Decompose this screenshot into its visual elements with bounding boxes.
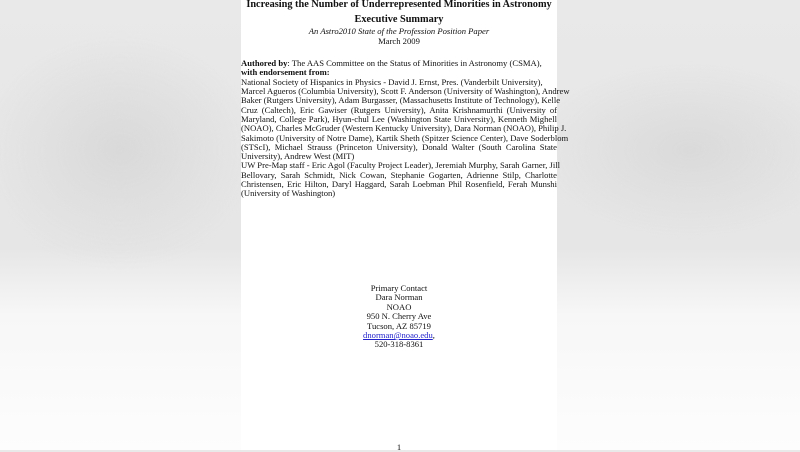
subtitle: An Astro2010 State of the Profession Position Paper	[308, 26, 490, 36]
author-line: Christensen, Eric Hilton, Daryl Haggard, Sarah Loebman Phil Rosenfield, Ferah Munshi	[241, 179, 557, 190]
endorsement-label-text: with endorsement from:	[241, 67, 330, 78]
author-line: (STScI), Michael Strauss (Princeton University), Donald Walter (South Carolina State	[241, 141, 557, 152]
page-number: 1	[396, 442, 402, 452]
contact-phone: 520-318-8361	[374, 339, 424, 350]
author-line: University), Andrew West (MIT)	[241, 151, 355, 162]
contact-name: Dara Norman	[375, 292, 423, 303]
author-line: (University of Washington)	[241, 188, 336, 199]
contact-org: NOAO	[386, 301, 412, 312]
author-line: UW Pre-Map staff - Eric Agol (Faculty Project Leader), Jeremiah Murphy, Sarah Garner, Jill	[241, 160, 561, 171]
author-line: Bellovary, Sarah Schmidt, Nick Cowan, Stephanie Gogarten, Adrienne Stilp, Charlotte	[241, 169, 557, 180]
document-subtitle-block	[241, 27, 557, 46]
contact-street: 950 N. Cherry Ave	[366, 311, 432, 322]
contact-heading: Primary Contact	[370, 283, 428, 293]
document-title	[241, 0, 557, 27]
title-line: Increasing the Number of Underrepresented Minorities in Astronomy	[246, 0, 552, 10]
document-page	[241, 0, 570, 452]
author-line: Maryland, College Park), Hyun-chul Lee (Washington State University), Kenneth Mighell	[241, 113, 557, 124]
authored-text: : The AAS Committee on the Status of Minorities in Astronomy (CSMA),	[287, 58, 542, 68]
contact-email-link[interactable]: dnorman@noao.edu	[363, 330, 433, 341]
author-line: Marcel Agueros (Columbia University), Scott F. Anderson (University of Washington), Andrew	[241, 85, 570, 96]
contact-city: Tucson, AZ 85719	[367, 320, 431, 331]
author-line: Sakimoto (University of Notre Dame), Kartik Sheth (Spitzer Science Center), Dave Soderblom	[241, 132, 569, 143]
title-line: Executive Summary	[354, 14, 444, 25]
date: March 2009	[378, 35, 420, 46]
primary-contact	[241, 284, 557, 350]
author-line: Cruz (Caltech), Eric Gawiser (Rutgers University), Anita Krishnamurthi (University of	[241, 104, 557, 115]
email-suffix: ,	[432, 330, 435, 341]
authored-label: Authored by	[241, 58, 288, 68]
author-line: Baker (Rutgers University), Adam Burgasser, (Massachusetts Institute of Technology), Kelle	[241, 95, 561, 106]
author-line: National Society of Hispanics in Physics - David J. Ernst, Pres. (Vanderbilt University),	[241, 76, 543, 87]
author-line: (NOAO), Charles McGruder (Western Kentucky University), Dara Norman (NOAO), Philip J.	[241, 123, 567, 134]
authors-section	[241, 58, 570, 199]
